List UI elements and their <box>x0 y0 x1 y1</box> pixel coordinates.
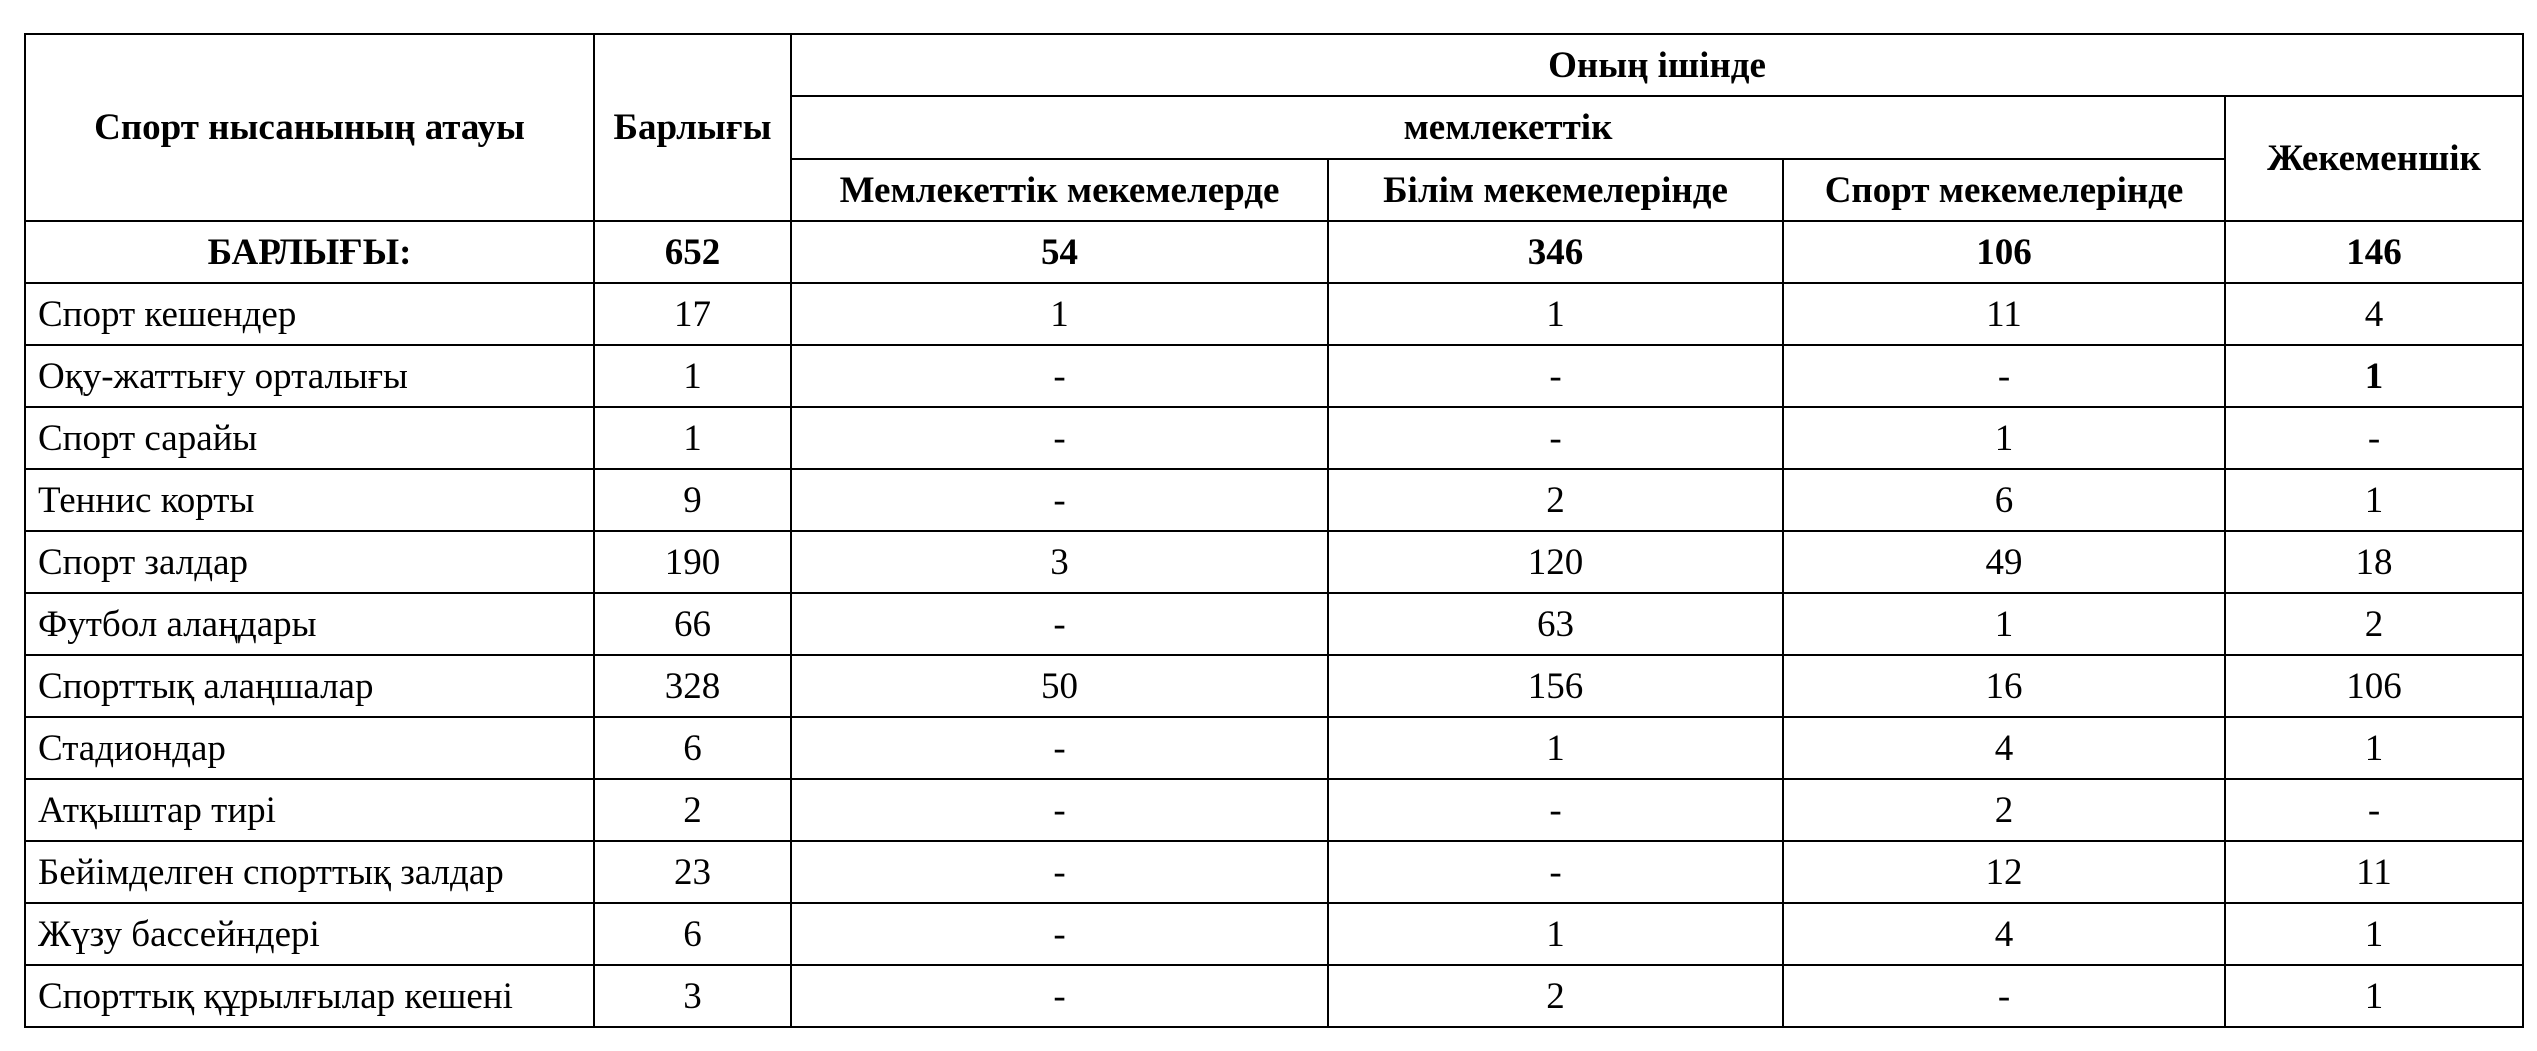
cell-total: 9 <box>594 469 791 531</box>
cell-state-agencies: 50 <box>791 655 1328 717</box>
cell-private: 1 <box>2225 469 2523 531</box>
table-row <box>25 717 2523 779</box>
cell-total: 1 <box>594 407 791 469</box>
cell-name: Оқу-жаттығу орталығы <box>25 345 594 407</box>
cell-state-agencies: - <box>791 593 1328 655</box>
total-state-agencies: 54 <box>791 221 1328 283</box>
sports-facilities-table <box>24 33 2524 1028</box>
cell-sport: 16 <box>1783 655 2225 717</box>
cell-sport: 49 <box>1783 531 2225 593</box>
table-row <box>25 345 2523 407</box>
total-private: 146 <box>2225 221 2523 283</box>
cell-education: 63 <box>1328 593 1783 655</box>
cell-private: 2 <box>2225 593 2523 655</box>
cell-total: 1 <box>594 345 791 407</box>
table-row <box>25 283 2523 345</box>
header-sport: Спорт мекемелерінде <box>1783 159 2225 221</box>
cell-state-agencies: 3 <box>791 531 1328 593</box>
cell-sport: 12 <box>1783 841 2225 903</box>
cell-private: 11 <box>2225 841 2523 903</box>
cell-sport: 2 <box>1783 779 2225 841</box>
cell-education: - <box>1328 345 1783 407</box>
cell-private: 1 <box>2225 965 2523 1027</box>
cell-education: 120 <box>1328 531 1783 593</box>
table-row <box>25 779 2523 841</box>
cell-education: - <box>1328 779 1783 841</box>
cell-private: 1 <box>2225 903 2523 965</box>
cell-name: Спорттық алаңшалар <box>25 655 594 717</box>
cell-private: - <box>2225 779 2523 841</box>
cell-state-agencies: 1 <box>791 283 1328 345</box>
table-row <box>25 903 2523 965</box>
total-all: 652 <box>594 221 791 283</box>
cell-state-agencies: - <box>791 841 1328 903</box>
cell-total: 23 <box>594 841 791 903</box>
table-row <box>25 469 2523 531</box>
cell-name: Спорттық құрылғылар кешені <box>25 965 594 1027</box>
table-row <box>25 593 2523 655</box>
cell-total: 190 <box>594 531 791 593</box>
cell-name: Теннис корты <box>25 469 594 531</box>
cell-state-agencies: - <box>791 717 1328 779</box>
header-education: Білім мекемелерінде <box>1328 159 1783 221</box>
header-facility-name: Спорт нысанының атауы <box>25 34 594 221</box>
cell-education: - <box>1328 407 1783 469</box>
cell-sport: - <box>1783 965 2225 1027</box>
cell-private: 4 <box>2225 283 2523 345</box>
cell-education: 1 <box>1328 283 1783 345</box>
total-row <box>25 221 2523 283</box>
cell-total: 6 <box>594 903 791 965</box>
cell-total: 3 <box>594 965 791 1027</box>
cell-sport: 6 <box>1783 469 2225 531</box>
cell-state-agencies: - <box>791 903 1328 965</box>
cell-private: 18 <box>2225 531 2523 593</box>
total-education: 346 <box>1328 221 1783 283</box>
total-label: БАРЛЫҒЫ: <box>25 221 594 283</box>
cell-name: Спорт сарайы <box>25 407 594 469</box>
header-state-agencies: Мемлекеттік мекемелерде <box>791 159 1328 221</box>
cell-private: 1 <box>2225 717 2523 779</box>
cell-state-agencies: - <box>791 407 1328 469</box>
cell-name: Стадиондар <box>25 717 594 779</box>
cell-sport: 1 <box>1783 593 2225 655</box>
table-row <box>25 965 2523 1027</box>
cell-name: Бейімделген спорттық залдар <box>25 841 594 903</box>
cell-state-agencies: - <box>791 469 1328 531</box>
table-row <box>25 841 2523 903</box>
cell-total: 17 <box>594 283 791 345</box>
cell-state-agencies: - <box>791 345 1328 407</box>
cell-private: 106 <box>2225 655 2523 717</box>
cell-state-agencies: - <box>791 965 1328 1027</box>
cell-total: 2 <box>594 779 791 841</box>
cell-state-agencies: - <box>791 779 1328 841</box>
cell-private: 1 <box>2225 345 2523 407</box>
table-row <box>25 655 2523 717</box>
cell-name: Жүзу бассейндері <box>25 903 594 965</box>
cell-sport: 1 <box>1783 407 2225 469</box>
cell-sport: 11 <box>1783 283 2225 345</box>
cell-name: Спорт залдар <box>25 531 594 593</box>
cell-education: 1 <box>1328 717 1783 779</box>
header-of-which: Оның ішінде <box>791 34 2523 96</box>
cell-name: Футбол алаңдары <box>25 593 594 655</box>
cell-name: Спорт кешендер <box>25 283 594 345</box>
cell-total: 6 <box>594 717 791 779</box>
header-state: мемлекеттік <box>791 96 2225 159</box>
cell-sport: 4 <box>1783 903 2225 965</box>
cell-total: 66 <box>594 593 791 655</box>
header-total: Барлығы <box>594 34 791 221</box>
cell-total: 328 <box>594 655 791 717</box>
cell-name: Атқыштар тирі <box>25 779 594 841</box>
header-row-1 <box>25 34 2523 96</box>
total-sport: 106 <box>1783 221 2225 283</box>
cell-education: 2 <box>1328 965 1783 1027</box>
cell-education: 1 <box>1328 903 1783 965</box>
table-row <box>25 531 2523 593</box>
cell-private: - <box>2225 407 2523 469</box>
table-row <box>25 407 2523 469</box>
cell-education: 2 <box>1328 469 1783 531</box>
cell-education: - <box>1328 841 1783 903</box>
cell-sport: - <box>1783 345 2225 407</box>
header-private: Жекеменшік <box>2225 96 2523 221</box>
cell-education: 156 <box>1328 655 1783 717</box>
cell-sport: 4 <box>1783 717 2225 779</box>
